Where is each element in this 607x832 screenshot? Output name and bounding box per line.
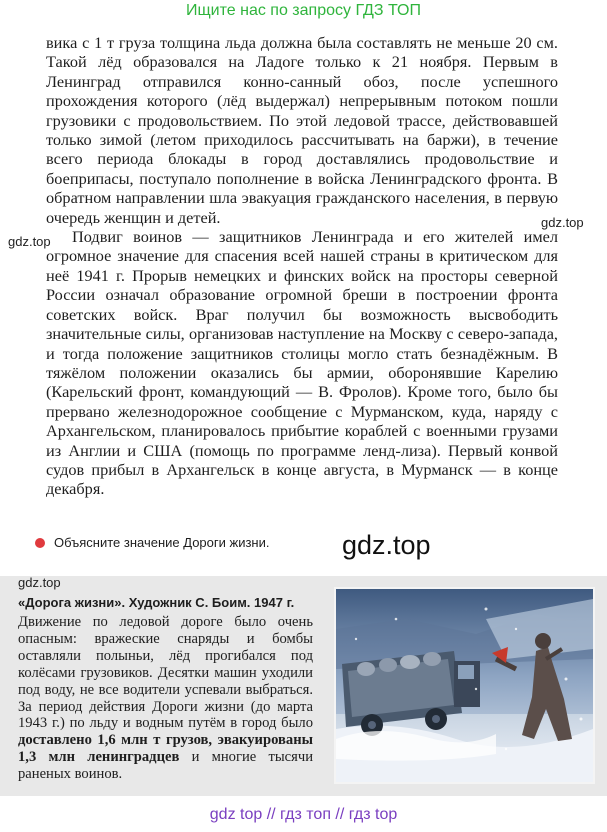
task-question [54, 535, 269, 550]
task-text: Объясните значение Дороги жизни. [54, 535, 270, 550]
painting-caption: «Дорога жизни». Художник С. Боим. 1947 г. [18, 595, 295, 610]
watermark-big: gdz.top [342, 530, 431, 560]
info-text-plain: Движение по ледовой дороге было очень опасным: вражеские снаряды и бомбы оставляли полыньи, лёд прогибался под колёсами грузовиков. Десятки машин уходили под воду, не все водители успевали выбраться. За период действия Дороги жизни (до марта 1943 г.) по льду и водным путём в город было [18, 614, 313, 732]
top-banner[interactable]: Ищите нас по запросу ГДЗ ТОП [186, 2, 421, 19]
watermark-right: gdz.top [541, 215, 584, 230]
footer-links[interactable]: gdz top // гдз топ // гдз top [209, 806, 398, 823]
task-bullet-icon [35, 538, 45, 548]
painting-road-of-life [334, 587, 595, 784]
watermark-left: gdz.top [8, 234, 51, 249]
info-text [18, 614, 313, 783]
watermark-box: gdz.top [18, 575, 61, 590]
paragraph-1: вика с 1 т груза толщина льда должна была составлять не меньше 20 см. Такой лёд образовался на Ладоге только к 21 ноября. Первым в Ленинград отправился конно-санный обоз, после успешного прохождения которого (лёд выдержал) непрерывным потоком пошли грузовики с продовольствием. По этой ледовой трассе, действовавшей только зимой (летом приходилось рассчитывать на баржи), в течение всего периода блокады в город доставлялись продовольствие и боеприпасы, поступало пополнение в войска Ленинградского фронта. В обратном направлении шла эвакуация гражданского населения, в первую очередь женщин и детей. [46, 33, 558, 227]
info-text-bold: доставлено 1,6 млн т грузов, эвакуированы 1,3 млн ленинградцев [18, 732, 313, 766]
main-text [46, 33, 558, 499]
info-text-end: и многие тысячи раненых воинов. [18, 749, 313, 783]
paragraph-2: Подвиг воинов — защитников Ленинграда и его жителей имел огромное значение для спасения всей нашей страны в критическом для неё 1941 г. Прорыв немецких и финских войск на просторы северной России означал образование огромной бреши в построении фронта советских войск. Враг получил бы возможность высвободить значительные силы, организовав наступление на Москву с северо-запада, и тогда положение защитников столицы могло стать безнадёжным. В тяжёлом положении оказались бы армии, оборонявшие Карелию (Карельский фронт, командующий — В. Фролов). Кроме того, было бы прервано железнодорожное сообщение с Мурманском, куда, наряду с Архангельском, планировалось прибытие кораблей с военными грузами из Англии и США (помощь по программе ленд-лиза). Первый конвой судов прибыл в Архангельск в конце августа, в Мурманск — в конце декабря. [46, 227, 558, 499]
